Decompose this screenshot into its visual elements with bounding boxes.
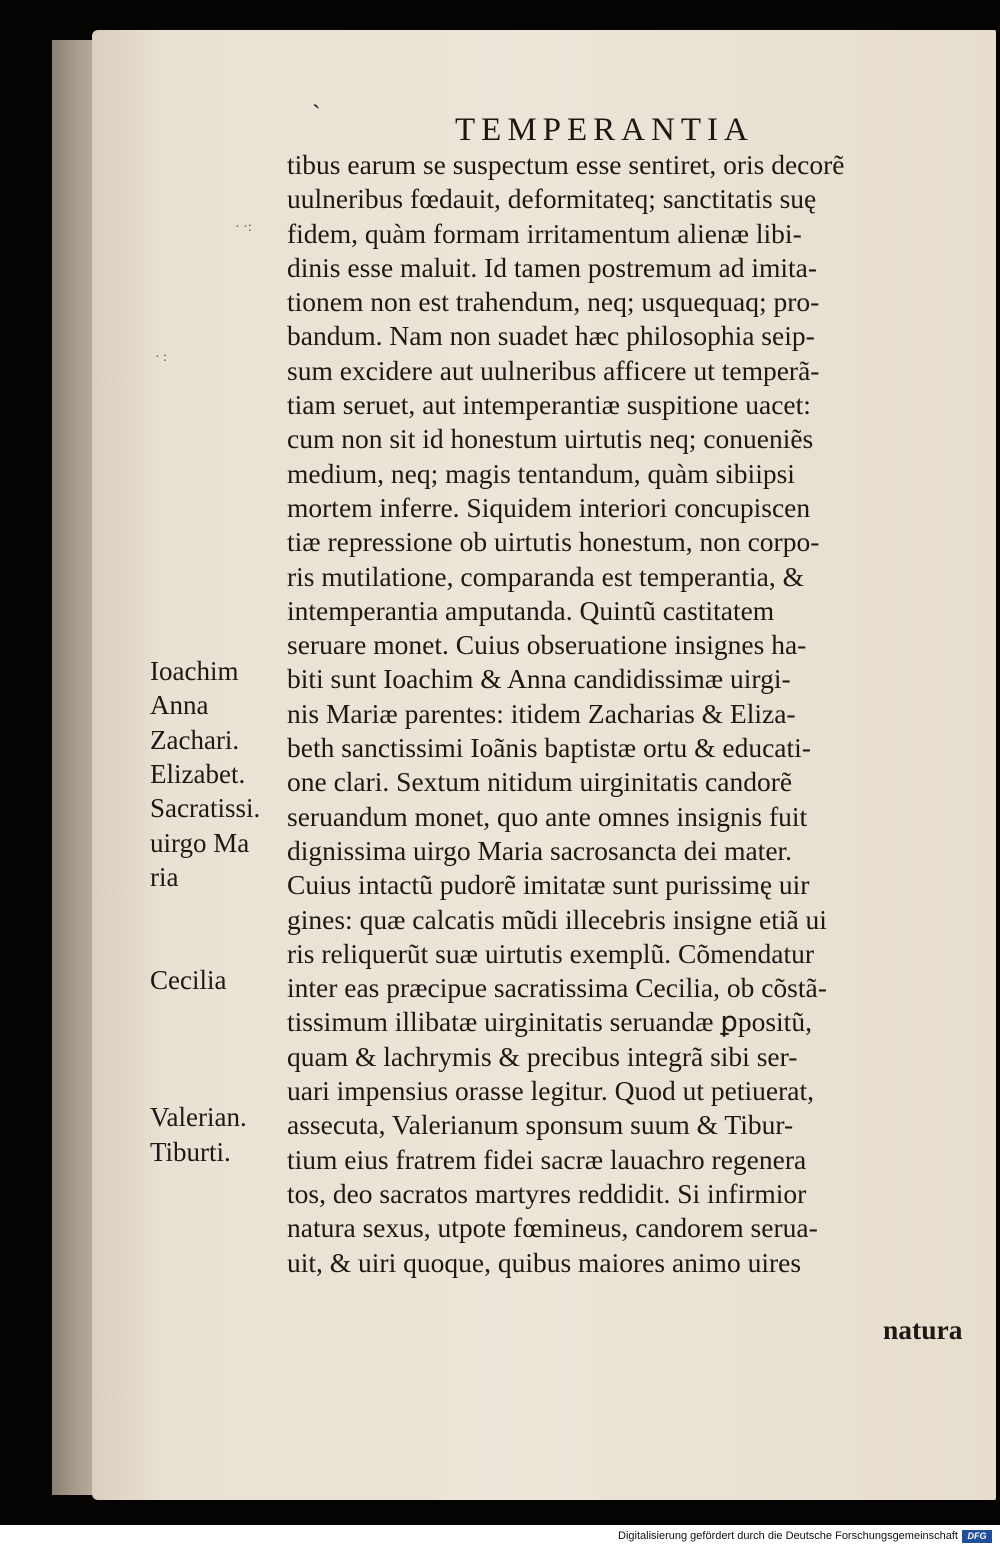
margin-note: Elizabet. [150, 759, 246, 789]
text-line: sum excidere aut uulneribus afficere ut temperã- [287, 354, 820, 386]
ink-mark: ˋ [312, 100, 321, 129]
footer-credit: Digitalisierung gefördert durch die Deutsche Forschungsgemeinschaft [618, 1530, 958, 1542]
text-line: uulneribus fœdauit, deformitateq; sanctitatis suę [287, 183, 817, 215]
text-line: tionem non est trahendum, neq; usquequaq; pro- [287, 286, 820, 318]
body-text [287, 148, 987, 1280]
margin-note: Sacratissi. [150, 793, 261, 823]
text-line: tibus earum se suspectum esse sentiret, oris decorẽ [287, 149, 845, 180]
text-line: bandum. Nam non suadet hæc philosophia seip- [287, 320, 815, 352]
text-line: biti sunt Ioachim & Anna candidissimæ uirgi- [287, 663, 791, 695]
text-line: uari impensius orasse legitur. Quod ut petiuerat, [287, 1075, 814, 1107]
margin-note: Ioachim [150, 656, 239, 686]
footer-bar [0, 1525, 1000, 1549]
text-line: nis Mariæ parentes: itidem Zacharias & Eliza- [287, 697, 796, 729]
margin-note: Zachari. [150, 725, 240, 755]
text-line: natura sexus, utpote fœmineus, candorem serua- [287, 1212, 818, 1244]
text-line: ris reliquerũt suæ uirtutis exemplũ. Cõmendatur [287, 937, 814, 969]
ink-speck: · ·: [235, 220, 252, 235]
margin-note: Tiburti. [150, 1137, 231, 1167]
margin-note: uirgo Ma [150, 828, 250, 858]
text-line: ris mutilatione, comparanda est temperantia, & [287, 560, 804, 592]
text-line: tium eius fratrem fidei sacræ lauachro regenera [287, 1143, 807, 1175]
text-line: cum non sit id honestum uirtutis neq; conueniẽs [287, 423, 814, 455]
margin-note: Valerian. [150, 1102, 247, 1132]
margin-note: Cecilia [150, 965, 227, 995]
text-line: one clari. Sextum nitidum uirginitatis candorẽ [287, 766, 793, 798]
margin-note: ria [150, 862, 179, 892]
margin-note: Anna [150, 690, 209, 720]
dfg-logo: DFG [962, 1530, 992, 1543]
text-line: Cuius intactũ pudorẽ imitatæ sunt purissimę uir [287, 869, 810, 901]
text-line: seruare monet. Cuius obseruatione insignes ha- [287, 629, 807, 661]
text-line: quam & lachrymis & precibus integrã sibi ser- [287, 1040, 798, 1072]
text-line: mortem inferre. Siquidem interiori concupiscen [287, 491, 811, 523]
text-line: gines: quæ calcatis mũdi illecebris insigne etiã ui [287, 903, 827, 935]
text-line: seruandum monet, quo ante omnes insignis fuit [287, 800, 808, 832]
text-line: fidem, quàm formam irritamentum alienæ libi- [287, 217, 802, 249]
ink-speck: · : [155, 350, 168, 365]
catchword: natura [883, 1314, 963, 1345]
running-head: TEMPERANTIA [455, 112, 754, 148]
text-line: medium, neq; magis tentandum, quàm sibiipsi [287, 457, 795, 489]
text-line: intemperantia amputanda. Quintũ castitatem [287, 594, 775, 626]
text-line: beth sanctissimi Ioãnis baptistæ ortu & educati- [287, 732, 811, 764]
text-line: assecuta, Valerianum sponsum suum & Tibur- [287, 1109, 794, 1141]
text-line: tiæ repressione ob uirtutis honestum, non corpo- [287, 526, 820, 558]
text-line: dignissima uirgo Maria sacrosancta dei mater. [287, 834, 793, 866]
text-line: inter eas præcipue sacratissima Cecilia, ob cõstã- [287, 972, 827, 1004]
text-line: uit, & uiri quoque, quibus maiores animo uires [287, 1246, 802, 1278]
text-line: tiam seruet, aut intemperantiæ suspitione uacet: [287, 389, 811, 421]
text-line: dinis esse maluit. Id tamen postremum ad imita- [287, 251, 818, 283]
text-line: tos, deo sacratos martyres reddidit. Si infirmior [287, 1177, 807, 1209]
text-line: tissimum illibatæ uirginitatis seruandæ ꝑpositũ, [287, 1006, 812, 1038]
